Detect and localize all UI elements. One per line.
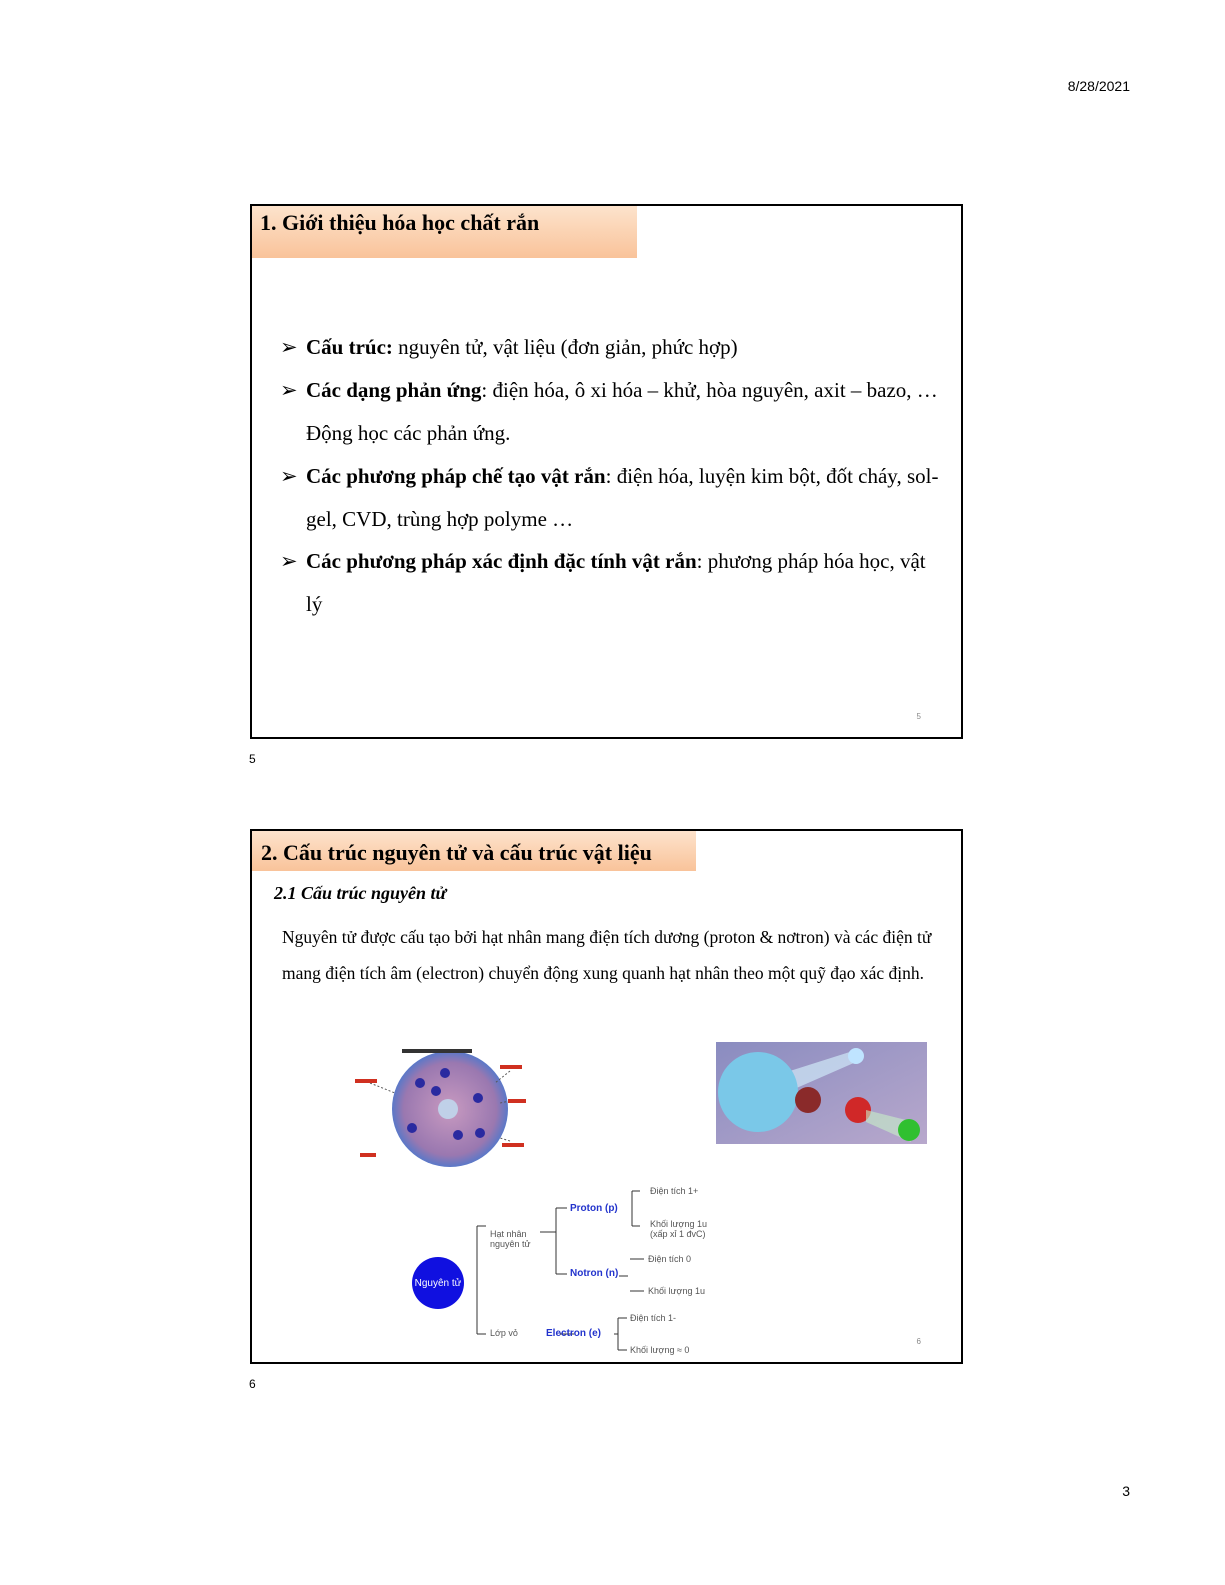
page-number: 3 [1122, 1483, 1130, 1499]
bullet-text: nguyên tử, vật liệu (đơn giản, phức hợp) [392, 335, 738, 359]
diagram-neutron-charge: Điện tích 0 [648, 1254, 692, 1264]
slide-inner-number: 6 [916, 1337, 921, 1346]
diagram-neutron-mass: Khối lượng 1u [648, 1286, 705, 1296]
bullet-text: : phương pháp hóa học, vật lý [306, 549, 926, 616]
diagram-shell: Lớp vỏ [490, 1328, 518, 1338]
diagram-nucleus: Hạt nhân nguyên tử [490, 1229, 531, 1249]
bullet-item: ➢ Các phương pháp chế tạo vật rắn: điện hóa, luyện kim bột, đốt cháy, sol-gel, CVD, trùng hợp polyme … [280, 464, 939, 531]
diagram-root-nguyen-tu: Nguyên tử [412, 1257, 464, 1309]
diagram-proton-mass: Khối lượng 1u (xấp xỉ 1 đvC) [650, 1219, 707, 1239]
diagram-electron-mass: Khối lượng ≈ 0 [630, 1345, 690, 1355]
slide-number: 6 [249, 1377, 256, 1391]
slide-title: 1. Giới thiệu hóa học chất rắn [252, 206, 637, 258]
diagram-neutron: Notron (n) [570, 1268, 619, 1279]
diagram-proton: Proton (p) [570, 1203, 618, 1214]
bullet-item: ➢ Các phương pháp xác định đặc tính vật rắn: phương pháp hóa học, vật lý [280, 549, 926, 616]
slide-title: 2. Cấu trúc nguyên tử và cấu trúc vật liệu [252, 831, 696, 871]
slide-5 [250, 204, 963, 739]
atom-particles-image [716, 1042, 927, 1144]
bullet-bold: Các dạng phản ứng [306, 378, 482, 402]
diagram-electron-charge: Điện tích 1- [630, 1313, 677, 1323]
bullet-text: : điện hóa, luyện kim bột, đốt cháy, sol-gel, CVD, trùng hợp polyme … [306, 464, 939, 531]
atom-structure-image [350, 1043, 530, 1168]
bullet-bold: Các phương pháp chế tạo vật rắn [306, 464, 606, 488]
slide-subtitle: 2.1 Cấu trúc nguyên tử [274, 883, 447, 903]
diagram-electron: Electron (e) [546, 1328, 602, 1339]
slide-6 [250, 829, 963, 1364]
diagram-proton-charge: Điện tích 1+ [650, 1186, 699, 1196]
date: 8/28/2021 [1067, 78, 1130, 94]
bullet-item: ➢ Cấu trúc: nguyên tử, vật liệu (đơn giản, phức hợp) [280, 335, 738, 359]
slide-paragraph: Nguyên tử được cấu tạo bởi hạt nhân mang điện tích dương (proton & nơtron) và các điện tử mang điện tích âm (electron) chuyển động xung quanh hạt nhân theo một quỹ đạo xác định. [282, 927, 932, 983]
bullet-item: ➢ Các dạng phản ứng: điện hóa, ô xi hóa – khử, hòa nguyên, axit – bazo, …Động học các phản ứng. [280, 378, 938, 445]
bullet-text: : điện hóa, ô xi hóa – khử, hòa nguyên, axit – bazo, …Động học các phản ứng. [306, 378, 938, 445]
bullet-bold: Cấu trúc: [306, 335, 393, 359]
bullet-bold: Các phương pháp xác định đặc tính vật rắn [306, 549, 697, 573]
slide-number: 5 [249, 752, 256, 766]
slide-inner-number: 5 [916, 712, 921, 721]
